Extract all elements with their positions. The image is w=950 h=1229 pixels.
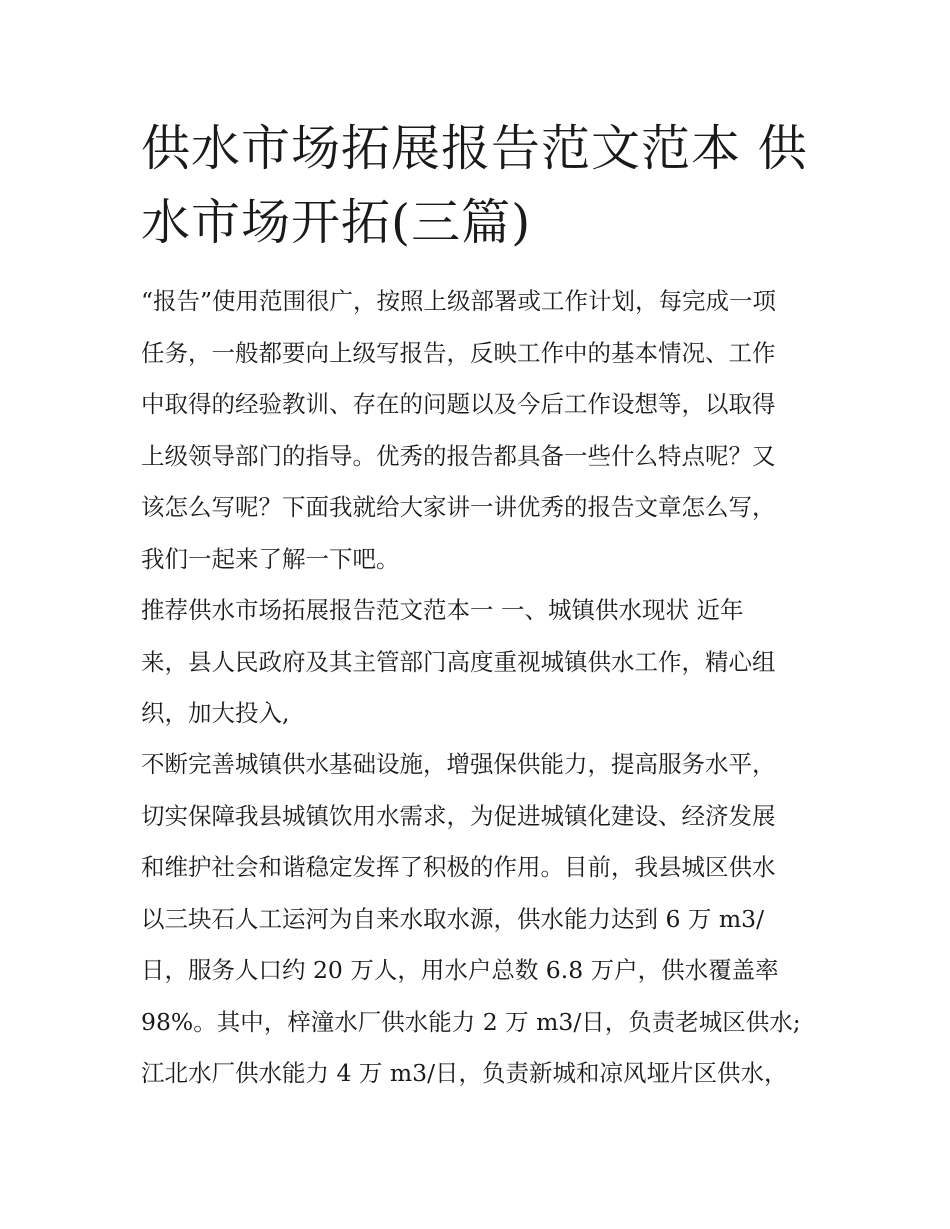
text-line: 切实保障我县城镇饮用水需求，为促进城镇化建设、经济发展: [141, 801, 776, 830]
text-line: 98%。其中，梓潼水厂供水能力 2 万 m3/日，负责老城区供水;: [141, 1007, 801, 1036]
document-title: [141, 112, 821, 260]
supply-status-paragraph: [141, 739, 821, 1100]
text-line: 和维护社会和谐稳定发挥了积极的作用。目前，我县城区供水: [141, 853, 776, 881]
text-line: 推荐供水市场拓展报告范文范本一 一、城镇供水现状 近年: [141, 596, 744, 624]
text-line: “报告”使用范围很广，按照上级部署或工作计划，每完成一项: [141, 287, 777, 315]
text-line: 来，县人民政府及其主管部门高度重视城镇供水工作，精心组: [141, 647, 776, 676]
text-line: 上级领导部门的指导。优秀的报告都具备一些什么特点呢？又: [141, 441, 776, 470]
intro-paragraph: [141, 276, 821, 585]
text-line: 我们一起来了解一下吧。: [141, 544, 400, 573]
text-line: 不断完善城镇供水基础设施，增强保供能力，提高服务水平，: [141, 750, 776, 778]
title-line: 供水市场拓展报告范文范本 供: [141, 120, 808, 177]
text-line: 该怎么写呢？下面我就给大家讲一讲优秀的报告文章怎么写，: [141, 493, 776, 521]
text-line: 江北水厂供水能力 4 万 m3/日，负责新城和凉风垭片区供水，: [141, 1059, 788, 1087]
text-line: 中取得的经验教训、存在的问题以及今后工作设想等，以取得: [141, 390, 776, 418]
text-line: 任务，一般都要向上级写报告，反映工作中的基本情况、工作: [141, 338, 776, 367]
section-one-paragraph: [141, 585, 821, 740]
title-line: 水市场开拓(三篇): [141, 194, 532, 251]
text-line: 日，服务人口约 20 万人，用水户总数 6.8 万户，供水覆盖率: [141, 956, 779, 984]
text-line: 织，加大投入,: [141, 699, 290, 727]
text-line: 以三块石人工运河为自来水取水源，供水能力达到 6 万 m3/: [141, 904, 765, 933]
